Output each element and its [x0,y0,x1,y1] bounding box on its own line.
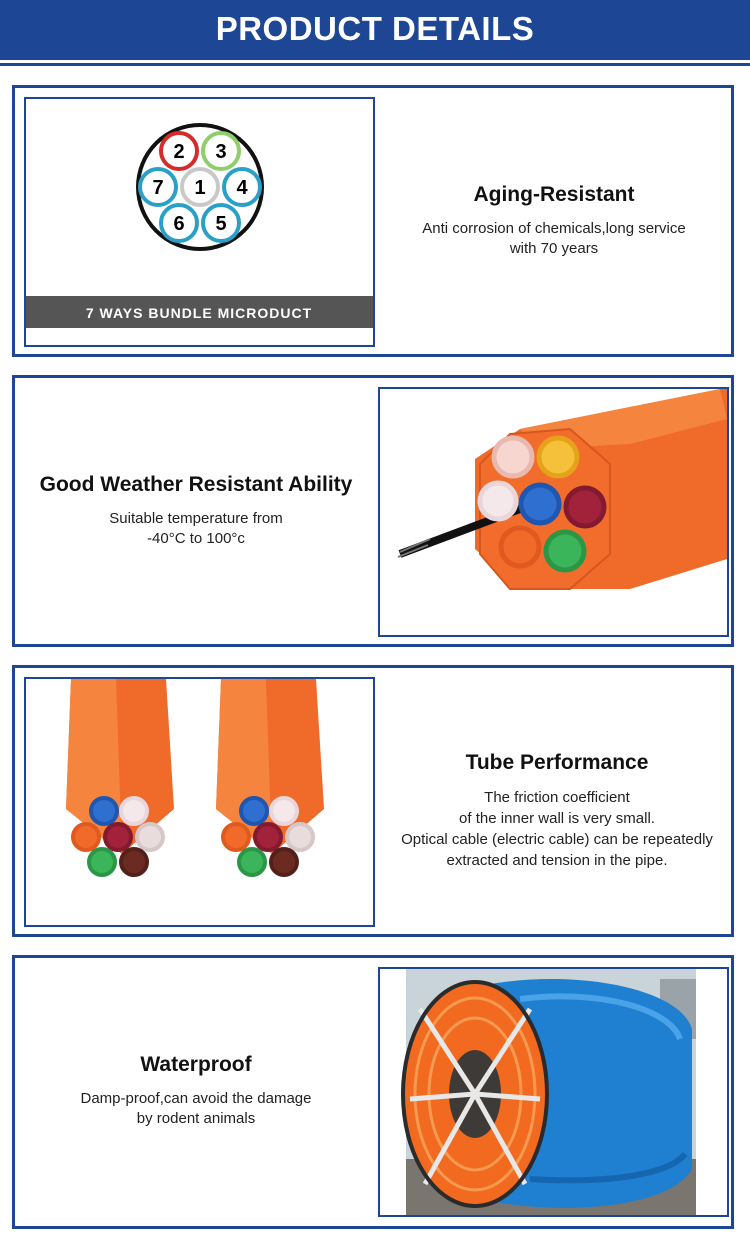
duct-bundles-illustration [26,679,373,925]
section-text [377,751,737,871]
tube-layout-diagram [26,99,373,345]
section-description [377,787,737,871]
desc-line: -40°C to 100°c [147,530,245,547]
microduct-diagram [24,97,375,347]
section-title: Good Weather Resistant Ability [39,473,353,496]
section-aging-resistant [12,85,734,357]
tube-2-label: 2 [173,141,185,163]
desc-line: with 70 years [509,240,599,257]
desc-line: Optical cable (electric cable) can be repeatedly [401,831,713,848]
diagram-caption: 7 WAYS BUNDLE MICRODUCT [85,305,313,321]
section-title: Tube Performance [465,751,649,774]
page-header [0,0,750,60]
tube-1-label: 1 [194,177,206,199]
section-description [15,1089,377,1129]
bundle-right [216,679,324,875]
desc-line: Suitable temperature from [109,510,283,527]
section-waterproof [12,955,734,1229]
duct-cable-illustration [380,389,727,635]
tube-6-label: 6 [173,213,185,235]
section-tube-performance [12,665,734,937]
tube-7-label: 7 [152,177,164,199]
page-title: PRODUCT DETAILS [215,10,535,47]
section-text [15,1053,377,1129]
duct-with-cable-image [378,387,729,637]
desc-line: Anti corrosion of chemicals,long service [422,220,686,237]
desc-line: of the inner wall is very small. [459,810,655,827]
section-title: Aging-Resistant [473,183,635,206]
section-text [377,183,731,259]
desc-line: The friction coefficient [484,789,630,806]
desc-line: extracted and tension in the pipe. [446,852,668,869]
duct-reel-image [378,967,729,1217]
section-weather-resistant [12,375,734,647]
section-title: Waterproof [140,1053,252,1076]
tube-4-label: 4 [236,177,248,199]
bundle-left [66,679,174,875]
duct-bundles-image [24,677,375,927]
desc-line: Damp-proof,can avoid the damage [80,1090,312,1107]
section-text [15,473,377,549]
desc-line: by rodent animals [136,1110,256,1127]
tube-5-label: 5 [215,213,227,235]
tube-3-label: 3 [215,141,227,163]
header-divider [0,63,750,66]
section-description [15,509,377,549]
duct-reel-illustration [380,969,727,1215]
section-description [377,219,731,259]
